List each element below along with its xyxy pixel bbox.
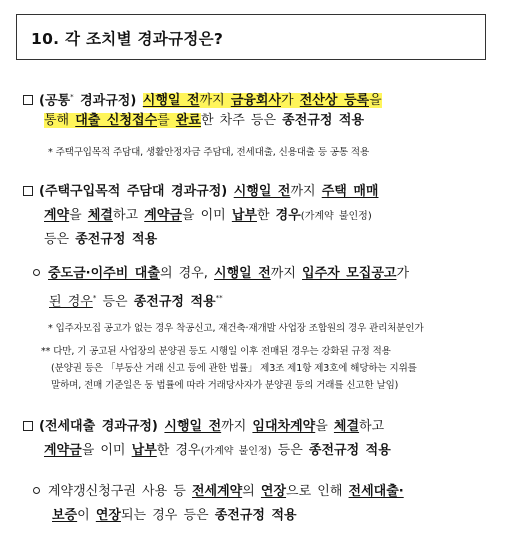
bullet-circle-icon — [33, 269, 40, 276]
checkbox-square-icon — [23, 186, 33, 196]
s2-sub-line2: 된 경우* 등은 종전규정 적용** — [49, 294, 223, 310]
s1-note: * 주택구입목적 주담대, 생활안정자금 주담대, 전세대출, 신용대출 등 공통 적용 — [48, 147, 370, 158]
s2-line2: 계약을 체결하고 계약금을 이미 납부한 경우(가계약 불인정) — [44, 208, 372, 223]
s2-line3: 등은 종전규정 적용 — [44, 232, 158, 247]
s3-sub-line2: 보증이 연장되는 경우 등은 종전규정 적용 — [52, 508, 297, 523]
s2-note2-line3: 말하며, 전매 기준일은 동 법률에 따라 거래당사자가 분양권 등의 거래를 신고한 날임) — [51, 380, 399, 391]
s1-line1: (공통* 경과규정) 시행일 전까지 금융회사가 전산상 등록을 — [23, 88, 382, 110]
bullet-circle-icon — [33, 487, 40, 494]
s3-line1: (전세대출 경과규정) 시행일 전까지 임대차계약을 체결하고 — [23, 418, 384, 436]
checkbox-square-icon — [23, 421, 33, 431]
s2-note2-line1: ** 다만, 기 공고된 사업장의 분양권 등도 시행일 이후 전매된 경우는 강화된 규정 적용 — [41, 346, 391, 357]
page-title: 10. 각 조치별 경과규정은? — [31, 30, 224, 48]
s1-line2: 통해 대출 신청접수를 완료한 차주 등은 종전규정 적용 — [44, 113, 365, 128]
s3-sub-line1: 계약갱신청구권 사용 등 전세계약의 연장으로 인해 전세대출· — [33, 483, 404, 501]
s3-line2: 계약금을 이미 납부한 경우(가계약 불인정) 등은 종전규정 적용 — [44, 443, 391, 458]
checkbox-square-icon — [23, 95, 33, 105]
title-box — [16, 14, 486, 60]
s2-sub-line1: 중도금·이주비 대출의 경우, 시행일 전까지 입주자 모집공고가 — [33, 265, 409, 283]
s2-note2-line2: (분양권 등은 「부동산 거래 신고 등에 관한 법률」 제3조 제1항 제3호에 해당하는 지위를 — [51, 363, 417, 374]
s2-line1: (주택구입목적 주담대 경과규정) 시행일 전까지 주택 매매 — [23, 183, 379, 201]
s2-note1: * 입주자모집 공고가 없는 경우 착공신고, 재건축·재개발 사업장 조합원의 경우 관리처분인가 — [48, 323, 424, 334]
